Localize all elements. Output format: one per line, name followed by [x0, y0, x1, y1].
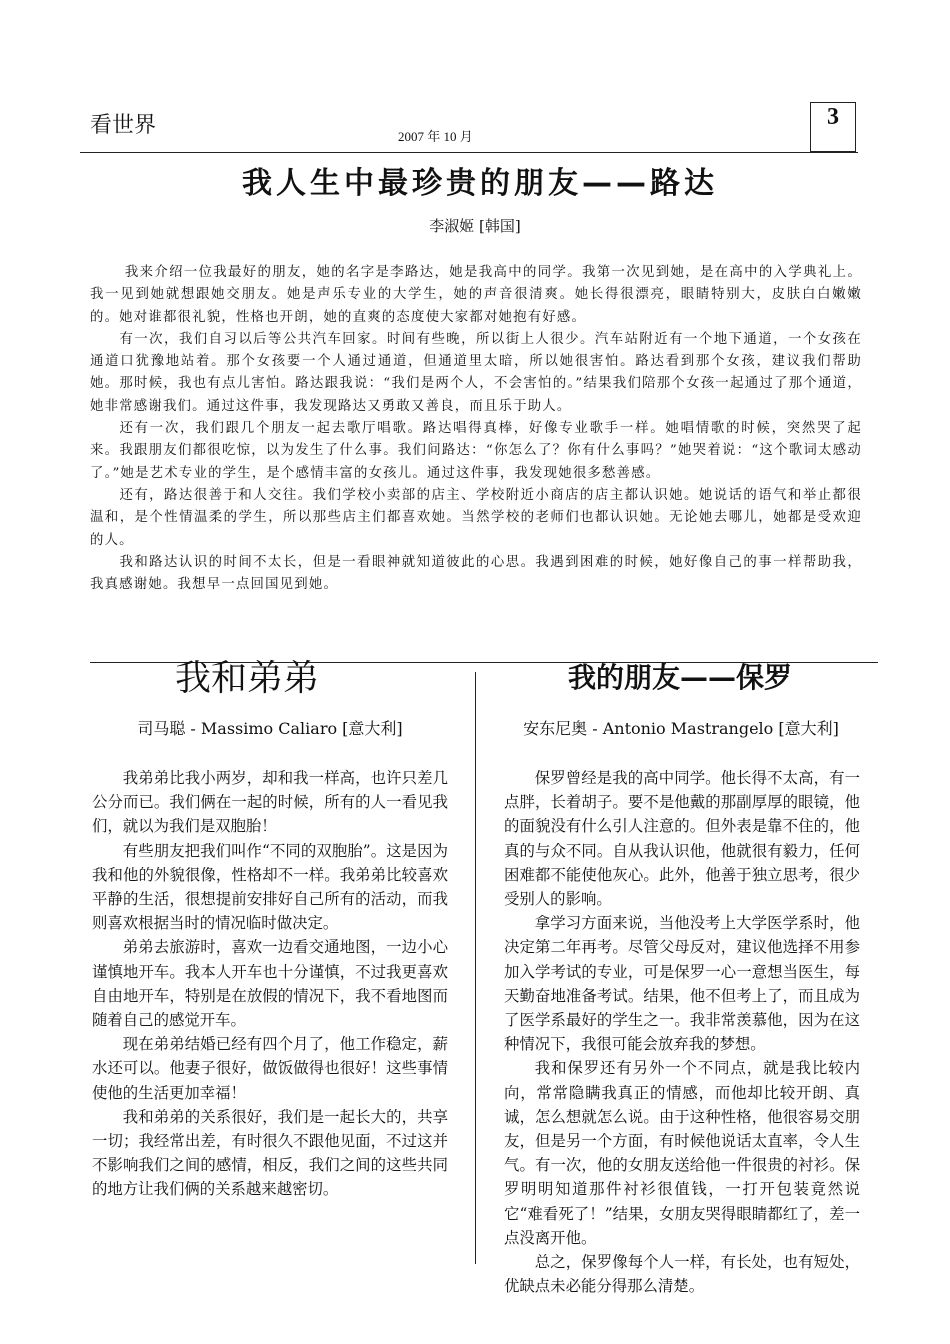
paragraph: 保罗曾经是我的高中同学。他长得不太高，有一点胖，长着胡子。要不是他戴的那副厚厚的眼镜，他的面貌没有什么引人注意的。但外表是靠不住的，他真的与众不同。自从我认识他，他就很有毅力，任何困难都不能使他灰心。此外，他善于独立思考，很少受别人的影响。: [504, 769, 860, 909]
right-article-body: [504, 766, 860, 1298]
column-divider: [475, 672, 476, 1264]
masthead: 看世界: [90, 113, 157, 138]
main-article-body: [90, 262, 862, 596]
paragraph: 有些朋友把我们叫作“不同的双胞胎”。这是因为我和他的外貌很像，性格却不一样。我弟弟比较喜欢平静的生活，很想提前安排好自己所有的活动，而我则喜欢根据当时的情况临时做决定。: [92, 841, 448, 933]
right-article-title: 我的朋友——保罗: [567, 661, 792, 694]
paragraph: 现在弟弟结婚已经有四个月了，他工作稳定，薪水还可以。他妻子很好，做饭做得也很好！这些事情使他的生活更加幸福！: [92, 1035, 448, 1102]
paragraph: 拿学习方面来说，当他没考上大学医学系时，他决定第二年再考。尽管父母反对，建议他选择不用参加入学考试的专业，可是保罗一心一意想当医生，每天勤奋地准备考试。结果，他不但考上了，而且成为了医学系最好的学生之一。我非常羡慕他，因为在这种情况下，我很可能会放弃我的梦想。: [504, 914, 860, 1054]
paragraph: 还有一次，我们跟几个朋友一起去歌厅唱歌。路达唱得真棒，好像专业歌手一样。她唱情歌的时候，突然哭了起来。我跟朋友们都很吃惊，以为发生了什么事。我们问路达：“你怎么了？你有什么事吗？”她哭着说：“这个歌词太感动了。”她是艺术专业的学生，是个感情丰富的女孩儿。通过这件事，我发现她很多愁善感。: [90, 421, 862, 481]
main-article-byline: 李淑姬 [韩国]: [429, 217, 521, 235]
paragraph: 还有，路达很善于和人交往。我们学校小卖部的店主、学校附近小商店的店主都认识她。她说话的语气和举止都很温和，是个性情温柔的学生，所以那些店主们都喜欢她。当然学校的老师们也都认识她。无论她去哪儿，她都是受欢迎的人。: [90, 487, 862, 548]
page-number-box: 3: [810, 102, 856, 152]
left-article-body: [92, 766, 448, 1202]
paragraph: 弟弟去旅游时，喜欢一边看交通地图，一边小心谨慎地开车。我本人开车也十分谨慎，不过我更喜欢自由地开车，特别是在放假的情况下，我不看地图而随着自己的感觉开车。: [92, 938, 448, 1030]
paragraph: 总之，保罗像每个人一样，有长处，也有短处，优缺点未必能分得那么清楚。: [504, 1253, 860, 1296]
paragraph: 我和弟弟的关系很好，我们是一起长大的，共享一切；我经常出差，有时很久不跟他见面，不过这并不影响我们之间的感情，相反，我们之间的这些共同的地方让我们俩的关系越来越密切。: [92, 1107, 448, 1199]
header-rule: [80, 152, 858, 153]
paragraph: 我和路达认识的时间不太长，但是一看眼神就知道彼此的心思。我遇到困难的时候，她好像自己的事一样帮助我，我真感谢她。我想早一点回国见到她。: [90, 554, 862, 593]
issue-date: 2007 年 10 月: [398, 129, 473, 144]
paragraph: 我和保罗还有另外一个不同点，就是我比较内向，常常隐瞒我真正的情感，而他却比较开朗、真诚，怎么想就怎么说。由于这种性格，他很容易交朋友，但是另一个方面，有时候他说话太直率，令人生气。有一次，他的女朋友送给他一件很贵的衬衫。保罗明明知道那件衬衫很值钱，一打开包装竟然说它“难看死了！”结果，女朋友哭得眼睛都红了，差一点没离开他。: [504, 1059, 860, 1247]
paragraph: 我弟弟比我小两岁，却和我一样高，也许只差几公分而已。我们俩在一起的时候，所有的人一看见我们，就以为我们是双胞胎！: [92, 769, 448, 836]
right-article-byline: 安东尼奥 - Antonio Mastrangelo [意大利]: [523, 719, 839, 738]
paragraph: 我来介绍一位我最好的朋友，她的名字是李路达，她是我高中的同学。我第一次见到她，是在高中的入学典礼上。我一见到她就想跟她交朋友。她是声乐专业的大学生，她的声音很清爽。她长得很漂亮，眼睛特别大，皮肤白白嫩嫩的。她对谁都很礼貌，性格也开朗，她的直爽的态度使大家都对她抱有好感。: [90, 265, 862, 325]
paragraph: 有一次，我们自习以后等公共汽车回家。时间有些晚，所以街上人很少。汽车站附近有一个地下通道，一个女孩在通道口犹豫地站着。那个女孩要一个人通过通道，但通道里太暗，所以她很害怕。路达看到那个女孩，建议我们帮助她。那时候，我也有点儿害怕。路达跟我说：“我们是两个人，不会害怕的。”结果我们陪那个女孩一起通过了那个通道，她非常感谢我们。通过这件事，我发现路达又勇敢又善良，而且乐于助人。: [90, 331, 862, 414]
main-article-title: 我人生中最珍贵的朋友——路达: [242, 166, 718, 201]
left-article-byline: 司马聪 - Massimo Caliaro [意大利]: [137, 719, 403, 738]
left-article-title: 我和弟弟: [174, 658, 319, 699]
